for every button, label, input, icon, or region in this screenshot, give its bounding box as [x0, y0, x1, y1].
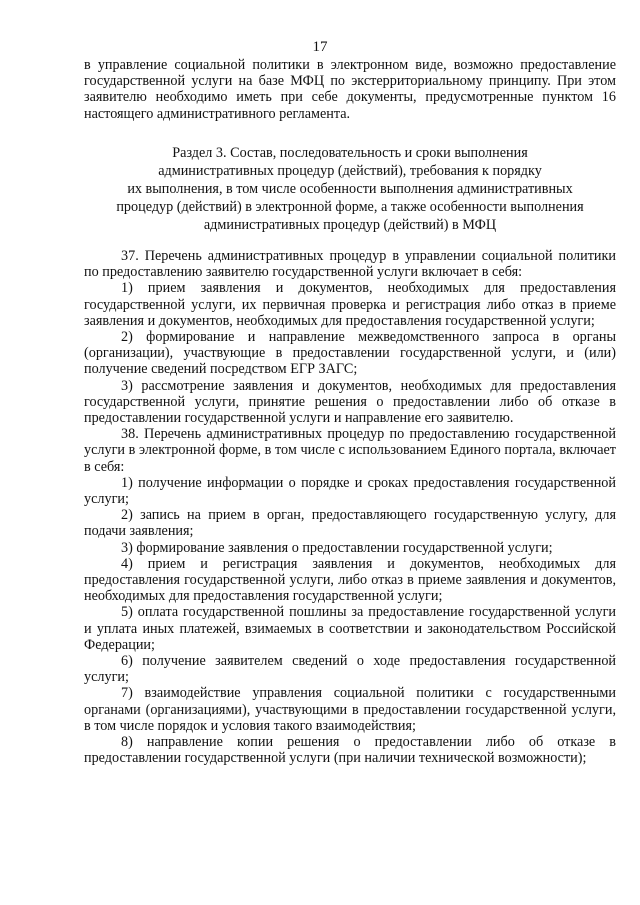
paragraph-37: 37. Перечень административных процедур в управлении социальной политики по предоставлению заявителю государственной услуги включает в себя: — [84, 248, 616, 281]
section-heading-line: Раздел 3. Состав, последовательность и сроки выполнения — [172, 145, 528, 161]
section-heading-line: административных процедур (действий), требования к порядку — [158, 163, 542, 179]
list-item-38-3: 3) формирование заявления о предоставлении государственной услуги; — [121, 539, 553, 556]
paragraph-38: 38. Перечень административных процедур по предоставлению государственной услуги в электронной форме, в том числе с использованием Единого портала, включает в себя: — [84, 426, 616, 475]
list-item-38-5: 5) оплата государственной пошлины за предоставление государственной услуги и уплата иных платежей, взимаемых в соответствии и законодательством Российской Федерации; — [84, 604, 616, 653]
list-item-37-1: 1) прием заявления и документов, необходимых для предоставления государственной услуги, их первичная проверка и регистрация либо отказ в приеме заявления и документов, необходимых для предоставления государственной услуги; — [84, 280, 616, 329]
list-item-38-2: 2) запись на прием в орган, предоставляющего государственную услугу, для подачи заявления; — [84, 507, 616, 540]
body-text — [84, 248, 616, 767]
list-item-38-4: 4) прием и регистрация заявления и документов, необходимых для предоставления государственной услуги, либо отказ в приеме заявления и документов, необходимых для предоставления государственной услуги; — [84, 555, 616, 605]
section-heading-line: процедур (действий) в электронной форме, а также особенности выполнения — [116, 199, 584, 215]
list-item-38-7: 7) взаимодействие управления социальной политики с государственными органами (организациями), участвующими в предоставлении государственной услуги, в том числе порядок и условия такого взаимодействия; — [84, 685, 616, 734]
intro-paragraph: в управление социальной политики в электронном виде, возможно предоставление государственной услуги на базе МФЦ по экстерриториальному принципу. При этом заявителю необходимо иметь при себе документы, предусмотренные пунктом 16 настоящего административного регламента. — [84, 57, 616, 122]
list-item-37-2: 2) формирование и направление межведомственного запроса в органы (организации), участвующие в предоставлении государственной услуги, и (или) получение сведений посредством ЕГР ЗАГС; — [84, 329, 616, 378]
intro-block — [84, 57, 616, 122]
list-item-38-1: 1) получение информации о порядке и сроках предоставления государственной услуги; — [84, 474, 616, 508]
section-heading-line: административных процедур (действий) в МФЦ — [203, 217, 497, 233]
section-heading-line: их выполнения, в том числе особенности выполнения административных — [127, 181, 573, 197]
list-item-38-8: 8) направление копии решения о предоставлении либо об отказе в предоставлении государственной услуги (при наличии технической возможности); — [84, 734, 616, 767]
list-item-38-6: 6) получение заявителем сведений о ходе предоставления государственной услуги; — [84, 653, 616, 686]
list-item-37-3: 3) рассмотрение заявления и документов, необходимых для предоставления государственной услуги, принятие решения о предоставлении либо об отказе в предоставлении государственной услуги и направление его заявителю. — [84, 377, 616, 427]
page-number: 17 — [312, 39, 328, 55]
section-heading — [84, 144, 616, 234]
